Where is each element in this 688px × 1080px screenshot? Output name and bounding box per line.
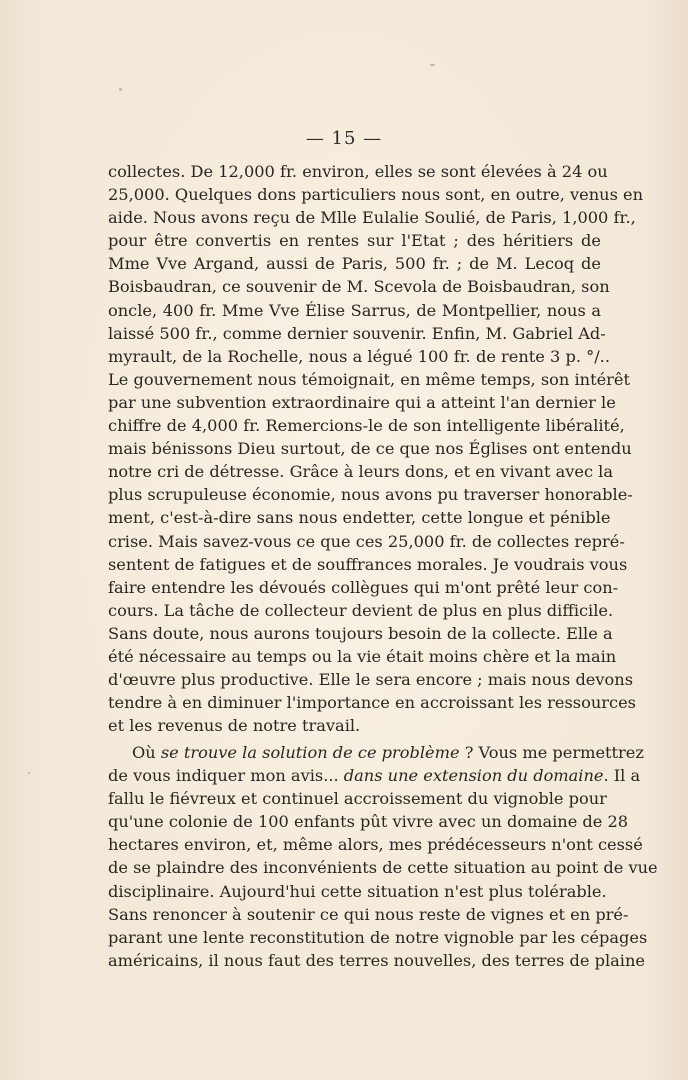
- italic-phrase: se trouve la solution de ce problème: [160, 743, 460, 762]
- text-line: faire entendre les dévoués collègues qui m'ont prêté leur con-: [108, 577, 619, 597]
- text-line: myrault, de la Rochelle, nous a légué 100 fr. de rente 3 p. °/..: [108, 346, 610, 366]
- text-line: tendre à en diminuer l'importance en accroissant les ressources: [108, 693, 636, 713]
- text-line: hectares environ, et, même alors, mes prédécesseurs n'ont cessé: [108, 835, 643, 855]
- text-line: pour être convertis en rentes sur l'Etat ; des héritiers de: [108, 231, 601, 251]
- text-line: Le gouvernement nous témoignait, en même temps, son intérêt: [108, 369, 630, 389]
- text-line: Boisbaudran, ce souvenir de M. Scevola de Boisbaudran, son: [108, 277, 610, 297]
- page-number: — 15 —: [305, 128, 383, 149]
- text-line: aide. Nous avons reçu de Mlle Eulalie Soulié, de Paris, 1,000 fr.,: [108, 208, 636, 228]
- text-run: Où: [132, 743, 161, 762]
- text-line: [108, 764, 641, 787]
- text-line: laissé 500 fr., comme dernier souvenir. Enfin, M. Gabriel Ad-: [108, 323, 606, 343]
- text-line: et les revenus de notre travail.: [108, 716, 361, 736]
- text-line: Sans renoncer à soutenir ce qui nous reste de vignes et en pré-: [108, 904, 629, 924]
- paper-speck: [430, 64, 435, 66]
- paragraph-2: [108, 741, 658, 972]
- text-line: cours. La tâche de collecteur devient de plus en plus difficile.: [108, 600, 614, 620]
- text-line: collectes. De 12,000 fr. environ, elles se sont élevées à 24 ou: [108, 162, 608, 181]
- text-line: qu'une colonie de 100 enfants pût vivre avec un domaine de 28: [108, 812, 629, 832]
- text-line: de se plaindre des inconvénients de cette situation au point de vue: [108, 858, 658, 878]
- text-run: de vous indiquer mon avis...: [108, 766, 344, 786]
- text-line: [108, 741, 644, 764]
- text-line: Sans doute, nous aurons toujours besoin de la collecte. Elle a: [108, 623, 613, 643]
- text-line: notre cri de détresse. Grâce à leurs dons, et en vivant avec la: [108, 462, 614, 482]
- italic-phrase: dans une extension du domaine: [343, 766, 604, 786]
- paper-speck: [28, 772, 30, 774]
- text-line: par une subvention extraordinaire qui a atteint l'an dernier le: [108, 392, 616, 412]
- text-line: américains, il nous faut des terres nouvelles, des terres de plaine: [108, 950, 645, 970]
- text-line: oncle, 400 fr. Mme Vve Élise Sarrus, de Montpellier, nous a: [108, 300, 601, 320]
- paper-speck: [119, 88, 122, 91]
- text-line: mais bénissons Dieu surtout, de ce que nos Églises ont entendu: [108, 439, 632, 459]
- text-run: . Il a: [603, 766, 641, 786]
- text-run: ? Vous me permettrez: [459, 743, 644, 762]
- text-line: Mme Vve Argand, aussi de Paris, 500 fr. ; de M. Lecoq de: [108, 254, 601, 274]
- text-line: ment, c'est-à-dire sans nous endetter, cette longue et pénible: [108, 508, 611, 528]
- text-line: sentent de fatigues et de souffrances morales. Je voudrais vous: [108, 554, 628, 574]
- text-line: fallu le fiévreux et continuel accroissement du vignoble pour: [108, 789, 607, 809]
- text-line: plus scrupuleuse économie, nous avons pu traverser honorable-: [108, 485, 633, 505]
- text-line: 25,000. Quelques dons particuliers nous sont, en outre, venus en: [108, 185, 644, 205]
- text-line: parant une lente reconstitution de notre vignoble par les cépages: [108, 927, 648, 947]
- text-line: disciplinaire. Aujourd'hui cette situation n'est plus tolérable.: [108, 881, 607, 901]
- paragraph-1: [108, 160, 644, 737]
- text-line: été nécessaire au temps ou la vie était moins chère et la main: [108, 646, 617, 666]
- text-line: d'œuvre plus productive. Elle le sera encore ; mais nous devons: [108, 670, 634, 690]
- text-line: chiffre de 4,000 fr. Remercions-le de son intelligente libéralité,: [108, 416, 625, 436]
- text-line: crise. Mais savez-vous ce que ces 25,000 fr. de collectes repré-: [108, 531, 625, 551]
